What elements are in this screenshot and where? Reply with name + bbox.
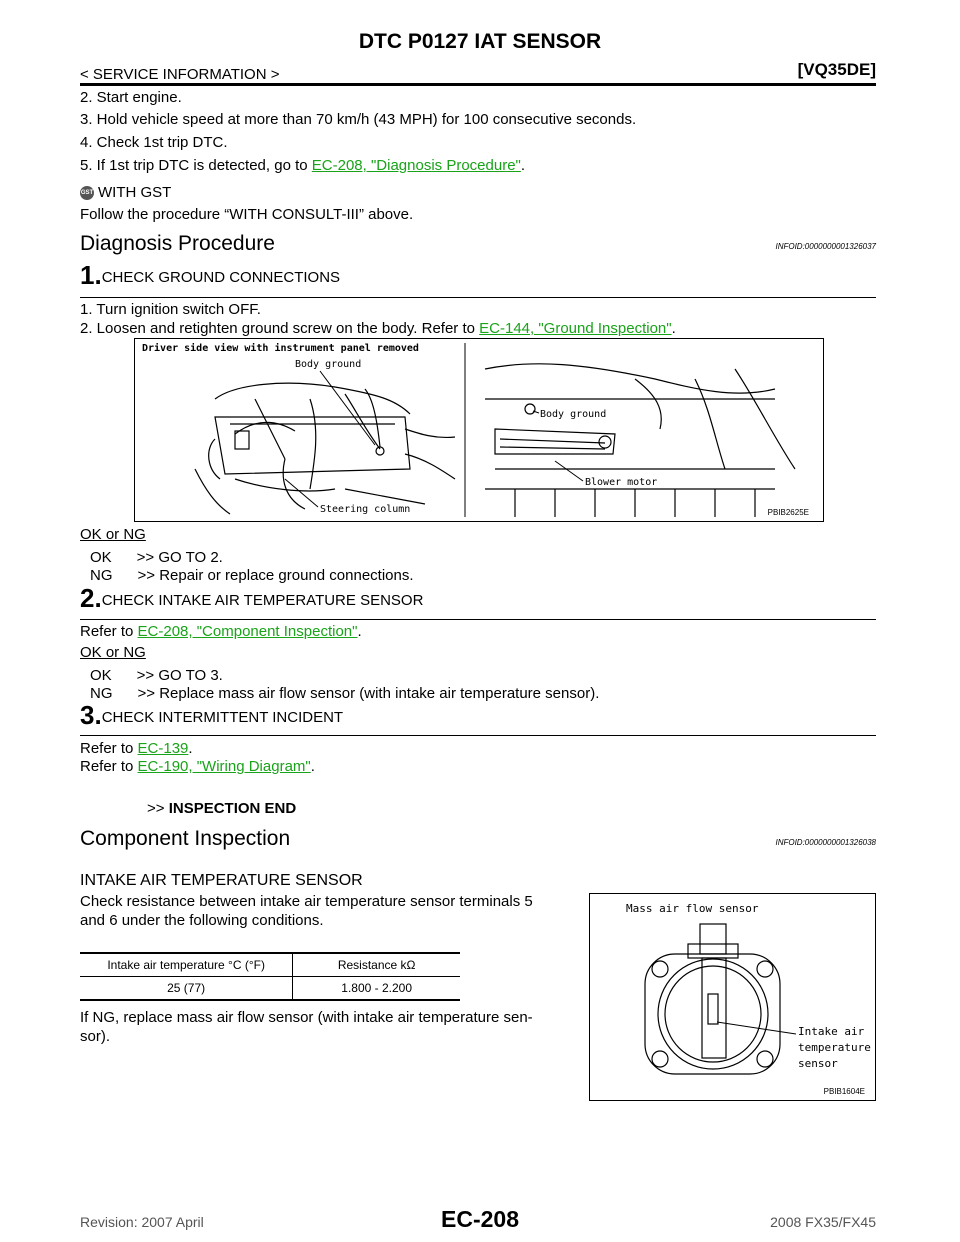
intro-step-4: 4. Check 1st trip DTC.	[80, 134, 228, 151]
component-note2: sor).	[80, 1028, 110, 1045]
step1-line1: 1. Turn ignition switch OFF.	[80, 301, 261, 318]
section-label: < SERVICE INFORMATION >	[80, 66, 280, 83]
component-note1: If NG, replace mass air flow sensor (with intake air temperature sen-	[80, 1009, 533, 1026]
step1-title: CHECK GROUND CONNECTIONS	[101, 269, 341, 286]
ground-figure-drawing	[135, 339, 823, 521]
resistance-table-grid	[80, 954, 460, 999]
step2-number: 2.	[80, 583, 102, 613]
header-rule	[80, 83, 876, 86]
page-title: DTC P0127 IAT SENSOR	[358, 30, 602, 53]
intro-step-5-text: 5. If 1st trip DTC is detected, go to	[80, 157, 312, 174]
figure1-label-blower: Blower motor	[585, 477, 658, 488]
step2-header	[80, 583, 424, 613]
gst-text: Follow the procedure “WITH CONSULT-III” above.	[80, 206, 414, 223]
step1-line2-text: 2. Loosen and retighten ground screw on the body. Refer to	[80, 320, 480, 337]
ground-figure	[134, 338, 824, 522]
step3-end-prefix: >>	[147, 800, 169, 817]
step1-number: 1.	[80, 260, 102, 290]
link-ec-139[interactable]: EC-139	[137, 740, 189, 757]
step2-ref	[80, 623, 362, 641]
step1-line2	[80, 320, 676, 338]
step1-ng: NG >> Repair or replace ground connections.	[90, 567, 414, 584]
step1-ok: OK >> GO TO 2.	[90, 549, 223, 566]
step2-ref-end: .	[357, 623, 362, 640]
figure2-label-1: Intake air	[798, 1025, 865, 1038]
figure2-label-3: sensor	[798, 1057, 838, 1070]
footer-page-number: EC-208	[441, 1206, 519, 1232]
gst-label-line	[80, 184, 171, 202]
figure2-id: PBIB1604E	[823, 1087, 865, 1096]
maf-sensor-drawing	[590, 894, 875, 1100]
intro-step-3: 3. Hold vehicle speed at more than 70 km/h (43 MPH) for 100 consecutive seconds.	[80, 111, 637, 128]
step3-end	[147, 800, 296, 818]
diagnosis-heading: Diagnosis Procedure	[80, 232, 275, 255]
footer-revision: Revision: 2007 April	[80, 1214, 204, 1230]
step1-line2-end: .	[671, 320, 676, 337]
figure1-label-body-ground-left: Body ground	[295, 359, 362, 370]
figure2-caption: Mass air flow sensor	[626, 902, 759, 915]
component-para2: and 6 under the following conditions.	[80, 912, 324, 929]
figure2-label-2: temperature	[798, 1041, 871, 1054]
step1-rule	[80, 297, 876, 298]
resistance-table	[80, 952, 460, 1001]
step3-rule	[80, 735, 876, 736]
table-header-resistance: Resistance kΩ	[293, 954, 460, 977]
step3-header	[80, 700, 344, 730]
link-diagnosis-procedure[interactable]: EC-208, "Diagnosis Procedure"	[311, 157, 521, 174]
component-heading: Component Inspection	[80, 827, 291, 850]
table-header-row	[80, 954, 460, 977]
figure1-label-body-ground-right: Body ground	[540, 409, 607, 420]
figure1-label-steering: Steering column	[320, 504, 411, 515]
gst-label: WITH GST	[98, 184, 172, 201]
diagnosis-infoid: INFOID:0000000001326037	[775, 242, 876, 251]
component-para1: Check resistance between intake air temperature sensor terminals 5	[80, 893, 533, 910]
gst-icon: GST	[80, 186, 94, 200]
step3-ref1-text: Refer to	[80, 740, 138, 757]
step2-okng: OK or NG	[80, 644, 146, 661]
step3-end-text: INSPECTION END	[168, 800, 297, 817]
link-component-inspection[interactable]: EC-208, "Component Inspection"	[137, 623, 358, 640]
step3-ref2-text: Refer to	[80, 758, 138, 775]
step3-ref2	[80, 758, 315, 776]
step2-title: CHECK INTAKE AIR TEMPERATURE SENSOR	[101, 592, 424, 609]
link-ground-inspection[interactable]: EC-144, "Ground Inspection"	[479, 320, 672, 337]
intro-step-5-end: .	[520, 157, 526, 174]
table-cell-temp: 25 (77)	[80, 977, 293, 1000]
step2-ref-text: Refer to	[80, 623, 138, 640]
figure1-caption: Driver side view with instrument panel removed	[142, 343, 419, 354]
step3-ref1-end: .	[188, 740, 193, 757]
step1-header	[80, 260, 341, 290]
engine-label: [VQ35DE]	[797, 60, 876, 79]
link-wiring-diagram[interactable]: EC-190, "Wiring Diagram"	[137, 758, 311, 775]
step2-ng: NG >> Replace mass air flow sensor (with intake air temperature sensor).	[90, 685, 600, 702]
step1-okng: OK or NG	[80, 526, 146, 543]
step3-ref1	[80, 740, 193, 758]
step2-ok: OK >> GO TO 3.	[90, 667, 223, 684]
step3-number: 3.	[80, 700, 102, 730]
step3-title: CHECK INTERMITTENT INCIDENT	[101, 709, 344, 726]
step3-ref2-end: .	[310, 758, 315, 775]
table-row	[80, 977, 460, 1000]
intro-step-2: 2. Start engine.	[80, 89, 182, 106]
table-cell-resistance: 1.800 - 2.200	[341, 981, 413, 995]
intro-step-5	[80, 157, 525, 175]
step2-rule	[80, 619, 876, 620]
footer-model: 2008 FX35/FX45	[770, 1214, 876, 1230]
table-header-temp: Intake air temperature °C (°F)	[80, 954, 293, 977]
component-infoid: INFOID:0000000001326038	[775, 838, 876, 847]
component-subheading: INTAKE AIR TEMPERATURE SENSOR	[80, 872, 363, 889]
figure1-id: PBIB2625E	[767, 508, 809, 517]
maf-sensor-figure	[589, 893, 876, 1101]
